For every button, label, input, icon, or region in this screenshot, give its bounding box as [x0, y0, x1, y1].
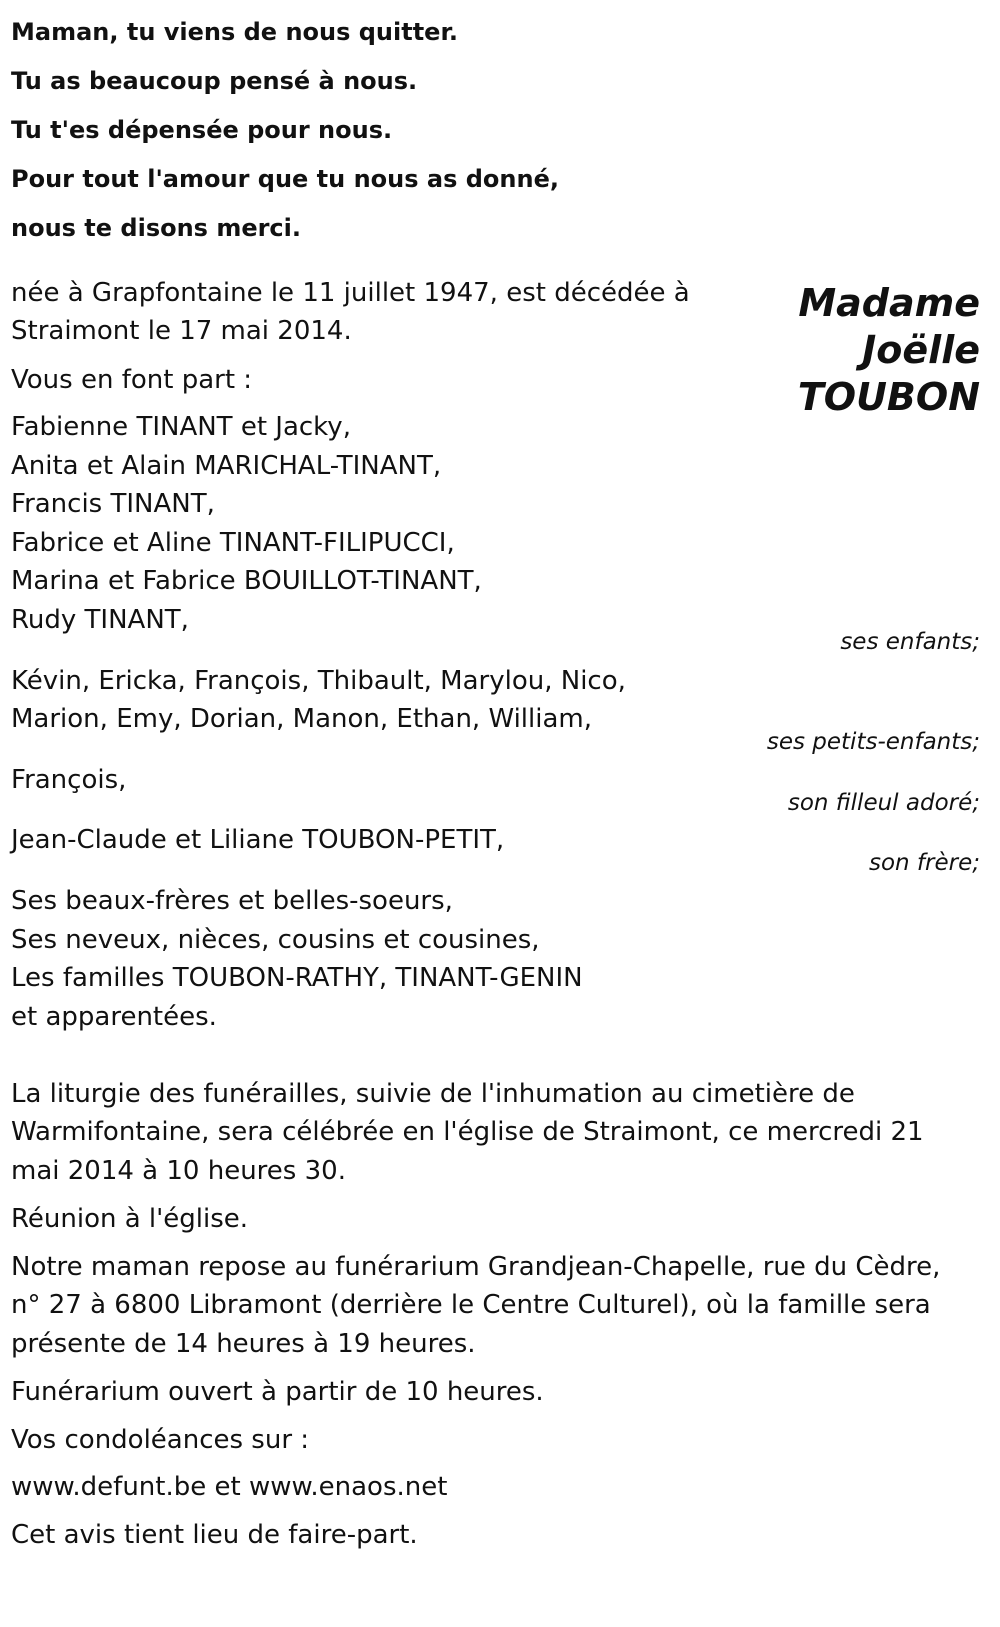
family-line: et apparentées.	[11, 1002, 217, 1032]
poem-line: nous te disons merci.	[11, 214, 302, 242]
open-hours-text: Funérarium ouvert à partir de 10 heures.	[11, 1377, 544, 1407]
liturgy-line: mai 2014 à 10 heures 30.	[11, 1156, 346, 1186]
liturgy-line: Warmifontaine, sera célébrée en l'église de Straimont, ce mercredi 21	[11, 1117, 924, 1147]
grandchildren-line: Kévin, Ericka, François, Thibault, Marylou, Nico,	[11, 666, 626, 696]
relation-grandchildren: ses petits-enfants;	[766, 729, 980, 755]
family-line: Ses beaux-frères et belles-soeurs,	[11, 886, 453, 916]
meeting-text: Réunion à l'église.	[11, 1204, 249, 1234]
liturgy-line: La liturgie des funérailles, suivie de l'inhumation au cimetière de	[11, 1079, 855, 1109]
family-line: Les familles TOUBON-RATHY, TINANT-GENIN	[11, 963, 583, 993]
relation-children: ses enfants;	[840, 629, 980, 655]
poem-line: Maman, tu viens de nous quitter.	[11, 18, 458, 46]
deceased-name	[798, 280, 980, 421]
birth-death-line: née à Grapfontaine le 11 juillet 1947, est décédée à	[11, 278, 690, 308]
notice-text: Cet avis tient lieu de faire-part.	[11, 1520, 418, 1550]
rests-line: Notre maman repose au funérarium Grandjean-Chapelle, rue du Cèdre,	[11, 1252, 941, 1282]
deceased-last-name: TOUBON	[797, 375, 980, 419]
poem-line: Pour tout l'amour que tu nous as donné,	[11, 165, 559, 193]
child-line: Anita et Alain MARICHAL-TINANT,	[11, 451, 442, 481]
family-line: Ses neveux, nièces, cousins et cousines,	[11, 925, 540, 955]
poem	[11, 8, 559, 253]
websites-text: www.defunt.be et www.enaos.net	[11, 1472, 448, 1502]
condolences-text: Vos condoléances sur :	[11, 1425, 310, 1455]
child-line: Francis TINANT,	[11, 489, 215, 519]
child-line: Fabienne TINANT et Jacky,	[11, 412, 351, 442]
rests-line: n° 27 à 6800 Libramont (derrière le Centre Culturel), où la famille sera	[11, 1290, 931, 1320]
relation-godson: son filleul adoré;	[787, 790, 980, 816]
child-line: Marina et Fabrice BOUILLOT-TINANT,	[11, 566, 482, 596]
relation-brother: son frère;	[868, 850, 980, 876]
child-line: Rudy TINANT,	[11, 605, 189, 635]
deceased-first-name: Joëlle	[862, 328, 980, 372]
poem-line: Tu as beaucoup pensé à nous.	[11, 67, 418, 95]
child-line: Fabrice et Aline TINANT-FILIPUCCI,	[11, 528, 455, 558]
deceased-title: Madame	[798, 281, 980, 325]
grandchildren-line: Marion, Emy, Dorian, Manon, Ethan, William,	[11, 704, 593, 734]
godson-line: François,	[11, 765, 127, 795]
poem-line: Tu t'es dépensée pour nous.	[11, 116, 393, 144]
rests-line: présente de 14 heures à 19 heures.	[11, 1329, 476, 1359]
announce-text: Vous en font part :	[11, 365, 253, 395]
birth-death-line: Straimont le 17 mai 2014.	[11, 316, 352, 346]
brother-line: Jean-Claude et Liliane TOUBON-PETIT,	[11, 825, 505, 855]
